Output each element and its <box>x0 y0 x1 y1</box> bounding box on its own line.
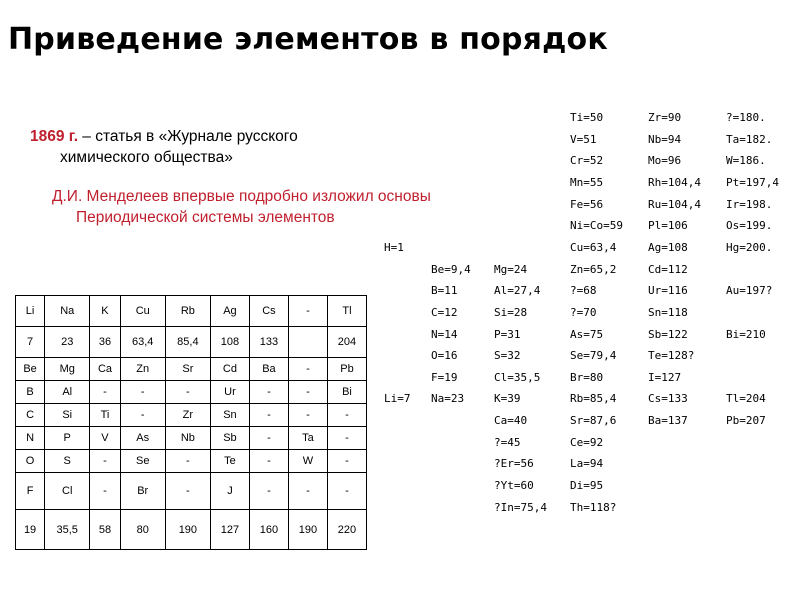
left-table-cell: 190 <box>288 510 327 550</box>
periodic-table-entry: Ir=198. <box>726 197 773 211</box>
left-table-cell: F <box>16 472 45 509</box>
periodic-table-entry: La=94 <box>570 457 604 471</box>
periodic-table-entry: ?=45 <box>494 435 521 449</box>
periodic-table-entry: Pl=106 <box>648 219 688 233</box>
left-table-cell: - <box>90 472 120 509</box>
periodic-table-entry: Rh=104,4 <box>648 175 701 189</box>
intro-line-1-rest: – статья в «Журнале русского <box>78 128 298 145</box>
periodic-table-entry: Cs=133 <box>648 392 688 406</box>
left-element-table <box>15 295 367 550</box>
periodic-table-entry: Sn=118 <box>648 305 688 319</box>
left-table-cell: 58 <box>90 510 120 550</box>
left-table-row <box>16 404 367 427</box>
left-table-row <box>16 327 367 358</box>
periodic-table-entry: O=16 <box>431 349 458 363</box>
periodic-table-entry: Mo=96 <box>648 154 682 168</box>
left-table-cell: Cu <box>120 296 165 327</box>
periodic-table-entry: Pt=197,4 <box>726 175 779 189</box>
periodic-table-entry: Al=27,4 <box>494 284 541 298</box>
mendeleev-line-1: Д.И. Менделеев впервые подробно изложил основы <box>52 188 431 205</box>
left-table-cell: 19 <box>16 510 45 550</box>
left-table-cell: Be <box>16 358 45 381</box>
periodic-table-entry: Bi=210 <box>726 327 766 341</box>
periodic-table-entry: As=75 <box>570 327 604 341</box>
left-table-cell: P <box>45 427 90 450</box>
left-table-cell: - <box>288 358 327 381</box>
left-table-cell: Nb <box>165 427 210 450</box>
left-table-cell: 80 <box>120 510 165 550</box>
periodic-table-entry: V=51 <box>570 132 597 146</box>
left-table-cell: Cl <box>45 472 90 509</box>
left-table-cell: 36 <box>90 327 120 358</box>
periodic-table-entry: ?=180. <box>726 111 766 124</box>
periodic-table-entry: C=12 <box>431 305 458 319</box>
left-table-cell: - <box>249 472 288 509</box>
periodic-table-entry: Zn=65,2 <box>570 262 617 276</box>
left-table-cell: - <box>288 296 327 327</box>
periodic-table-entry: S=32 <box>494 349 521 363</box>
left-table-cell: V <box>90 427 120 450</box>
left-table-cell: Al <box>45 381 90 404</box>
left-table-row <box>16 427 367 450</box>
periodic-table-entry: Di=95 <box>570 479 604 493</box>
left-table-cell: 190 <box>165 510 210 550</box>
left-table-cell: Zr <box>165 404 210 427</box>
periodic-table-entry: Cu=63,4 <box>570 240 617 254</box>
periodic-table-entry: Be=9,4 <box>431 262 471 276</box>
left-table-cell: Si <box>45 404 90 427</box>
periodic-table-entry: Th=118? <box>570 500 617 514</box>
left-table-cell: - <box>288 472 327 509</box>
periodic-table-entry: Ca=40 <box>494 414 528 428</box>
periodic-table-entry: H=1 <box>384 240 404 254</box>
periodic-table-entry: Ru=104,4 <box>648 197 701 211</box>
left-table-cell: O <box>16 450 45 473</box>
periodic-table-entry: Na=23 <box>431 392 465 406</box>
periodic-table-entry: ?Yt=60 <box>494 479 534 493</box>
periodic-table-entry: Nb=94 <box>648 132 682 146</box>
periodic-table-entry: Os=199. <box>726 219 773 233</box>
left-table-cell: Na <box>45 296 90 327</box>
left-table-cell: - <box>327 404 366 427</box>
mendeleev-text <box>52 186 431 228</box>
left-table-cell: - <box>327 450 366 473</box>
intro-line-1 <box>30 126 298 147</box>
left-table-cell: As <box>120 427 165 450</box>
left-table-row <box>16 358 367 381</box>
left-table-cell: W <box>288 450 327 473</box>
left-table-cell <box>288 327 327 358</box>
left-table-cell: Tl <box>327 296 366 327</box>
left-table-cell: 127 <box>210 510 249 550</box>
periodic-table-entry: Pb=207 <box>726 414 766 428</box>
intro-line-2: химического общества» <box>60 149 233 166</box>
left-table-cell: Sn <box>210 404 249 427</box>
left-table-cell: Bi <box>327 381 366 404</box>
left-table-cell: Se <box>120 450 165 473</box>
left-table-cell: - <box>165 381 210 404</box>
left-table-cell: - <box>90 381 120 404</box>
periodic-table-entry: Au=197? <box>726 284 773 298</box>
left-table-cell: - <box>327 472 366 509</box>
periodic-table-entry: I=127 <box>648 370 682 384</box>
left-table-cell: Cd <box>210 358 249 381</box>
left-table-cell: 160 <box>249 510 288 550</box>
left-table-cell: Ba <box>249 358 288 381</box>
left-table-cell: 7 <box>16 327 45 358</box>
left-table-cell: 204 <box>327 327 366 358</box>
periodic-table-entry: Ce=92 <box>570 435 604 449</box>
periodic-table-entry: K=39 <box>494 392 521 406</box>
left-table-cell: - <box>249 450 288 473</box>
left-table-cell: Br <box>120 472 165 509</box>
left-table-cell: - <box>120 404 165 427</box>
periodic-table-entry: Hg=200. <box>726 240 773 254</box>
periodic-table-entry: Sr=87,6 <box>570 414 617 428</box>
periodic-table-entry: Cl=35,5 <box>494 370 541 384</box>
left-table-cell: K <box>90 296 120 327</box>
left-table-cell: - <box>249 427 288 450</box>
periodic-table-entry: Ur=116 <box>648 284 688 298</box>
intro-text <box>30 126 298 168</box>
periodic-table-entry: Se=79,4 <box>570 349 617 363</box>
left-table-cell: 35,5 <box>45 510 90 550</box>
left-table-cell: B <box>16 381 45 404</box>
left-table-cell: 23 <box>45 327 90 358</box>
left-table-cell: - <box>165 450 210 473</box>
periodic-table-entry: W=186. <box>726 154 766 168</box>
left-table-row <box>16 450 367 473</box>
left-table-cell: - <box>120 381 165 404</box>
left-table-row <box>16 510 367 550</box>
left-table-cell: 133 <box>249 327 288 358</box>
left-table-cell: Li <box>16 296 45 327</box>
intro-year: 1869 г. <box>30 128 78 145</box>
periodic-table-entry: Li=7 <box>384 392 411 406</box>
left-table-cell: - <box>288 404 327 427</box>
left-table-cell: - <box>165 472 210 509</box>
left-table-cell: - <box>249 381 288 404</box>
periodic-table-entry: Ag=108 <box>648 240 688 254</box>
periodic-table-entry: Tl=204 <box>726 392 766 406</box>
left-table-row <box>16 472 367 509</box>
periodic-table-entry: Ta=182. <box>726 132 773 146</box>
left-table-cell: - <box>327 427 366 450</box>
periodic-table-entry: Cr=52 <box>570 154 604 168</box>
periodic-table-entry: Br=80 <box>570 370 604 384</box>
periodic-table-entry: ?=70 <box>570 305 597 319</box>
periodic-table-entry: B=11 <box>431 284 458 298</box>
left-table-row <box>16 381 367 404</box>
periodic-table-entry: Zr=90 <box>648 111 682 124</box>
left-table-cell: Ur <box>210 381 249 404</box>
periodic-table-entry: Cd=112 <box>648 262 688 276</box>
left-table-cell: Te <box>210 450 249 473</box>
periodic-table-entry: ?In=75,4 <box>494 500 547 514</box>
left-table-cell: N <box>16 427 45 450</box>
left-table-cell: Sb <box>210 427 249 450</box>
left-table-cell: Ti <box>90 404 120 427</box>
left-table-cell: - <box>288 381 327 404</box>
left-table-cell: Pb <box>327 358 366 381</box>
left-table-cell: Mg <box>45 358 90 381</box>
left-table-cell: 63,4 <box>120 327 165 358</box>
left-table-row <box>16 296 367 327</box>
mendeleev-line-2: Периодической системы элементов <box>76 209 335 226</box>
left-table-cell: Ag <box>210 296 249 327</box>
left-table-cell: - <box>90 450 120 473</box>
periodic-table-entry: Mn=55 <box>570 175 604 189</box>
periodic-table-entry: Ni=Co=59 <box>570 219 623 233</box>
periodic-table-entry: Si=28 <box>494 305 528 319</box>
left-table-cell: J <box>210 472 249 509</box>
left-table-cell: Sr <box>165 358 210 381</box>
periodic-table-entry: Fe=56 <box>570 197 604 211</box>
left-table-cell: C <box>16 404 45 427</box>
periodic-table-entry: ?=68 <box>570 284 597 298</box>
periodic-table-entry: Mg=24 <box>494 262 528 276</box>
periodic-table-entry: F=19 <box>431 370 458 384</box>
periodic-table-entry: Te=128? <box>648 349 695 363</box>
left-table-cell: 108 <box>210 327 249 358</box>
left-table-cell: 85,4 <box>165 327 210 358</box>
periodic-table-entry: Ba=137 <box>648 414 688 428</box>
left-table-cell: S <box>45 450 90 473</box>
left-table-cell: - <box>249 404 288 427</box>
left-table-cell: Ca <box>90 358 120 381</box>
periodic-table-entry: N=14 <box>431 327 458 341</box>
periodic-table-entry: ?Er=56 <box>494 457 534 471</box>
periodic-table-entry: Sb=122 <box>648 327 688 341</box>
periodic-table-entry: P=31 <box>494 327 521 341</box>
left-table-cell: Zn <box>120 358 165 381</box>
left-table-cell: 220 <box>327 510 366 550</box>
left-table-cell: Cs <box>249 296 288 327</box>
periodic-table-entry: Ti=50 <box>570 111 604 124</box>
left-table-cell: Rb <box>165 296 210 327</box>
periodic-table-entry: Rb=85,4 <box>570 392 617 406</box>
slide-title: Приведение элементов в порядок <box>8 22 608 57</box>
left-table-cell: Ta <box>288 427 327 450</box>
